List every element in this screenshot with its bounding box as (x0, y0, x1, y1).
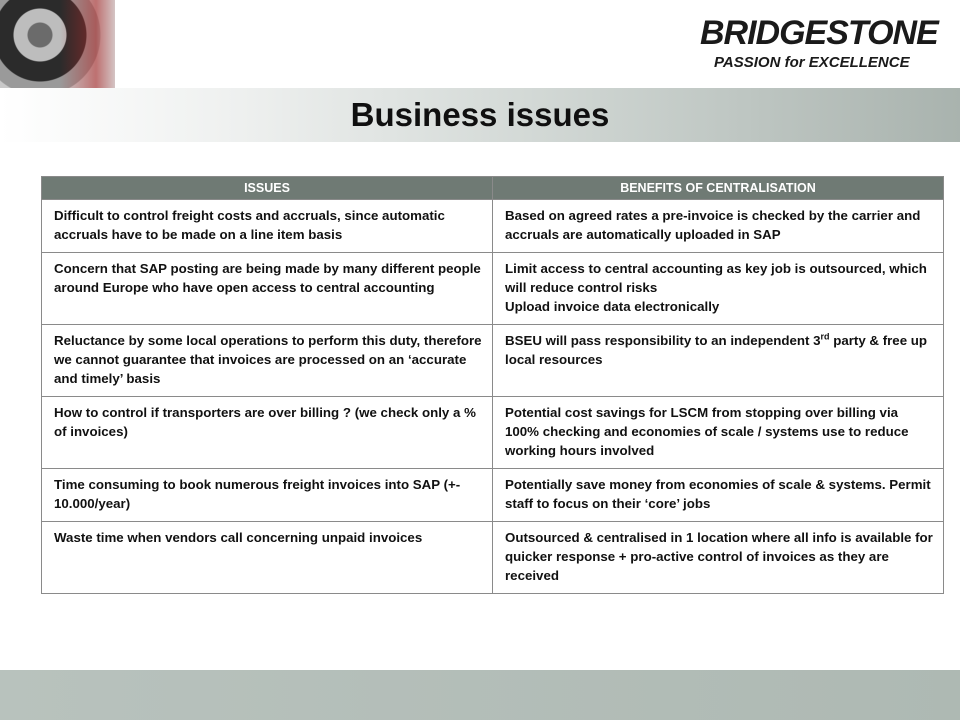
issue-cell (42, 253, 493, 325)
logo-tagline: PASSION for EXCELLENCE (714, 54, 910, 71)
benefit-cell (493, 469, 944, 522)
benefit-cell (493, 325, 944, 397)
issue-cell (42, 469, 493, 522)
issues-benefits-table (41, 176, 944, 594)
logo-wordmark: BRIDGESTONE (700, 14, 938, 52)
table-header-row (42, 177, 944, 200)
benefit-cell (493, 253, 944, 325)
table-row (42, 325, 944, 397)
benefit-text: Potential cost savings for LSCM from stopping over billing via 100% checking and economies of scale / systems use to reduce working hours involved (505, 405, 909, 458)
table-row (42, 522, 944, 594)
benefit-text: Outsourced & centralised in 1 location where all info is available for quicker response + pro-active control of invoices as they are received (505, 530, 933, 583)
issue-text: Difficult to control freight costs and accruals, since automatic accruals have to be made on a line item basis (54, 208, 445, 242)
tyre-photo (0, 0, 115, 90)
issue-cell (42, 397, 493, 469)
issue-cell (42, 325, 493, 397)
benefit-cell (493, 397, 944, 469)
issue-text: Concern that SAP posting are being made by many different people around Europe who have open access to central accounting (54, 261, 481, 295)
bridgestone-logo (700, 14, 940, 74)
benefit-text-part: party & free up local resources (505, 333, 928, 367)
issue-cell (42, 200, 493, 253)
table-row (42, 469, 944, 522)
benefit-cell (493, 200, 944, 253)
table-row (42, 253, 944, 325)
benefit-text: Potentially save money from economies of scale & systems. Permit staff to focus on their ‘core’ jobs (505, 477, 931, 511)
issue-text: How to control if transporters are over billing ? (we check only a % of invoices) (54, 405, 476, 439)
footer-band (0, 670, 960, 720)
issue-text: Reluctance by some local operations to perform this duty, therefore we cannot guarantee that invoices are processed on an ‘accurate and timely’ basis (54, 333, 482, 386)
benefit-text: Based on agreed rates a pre-invoice is checked by the carrier and accruals are automatically uploaded in SAP (505, 208, 921, 242)
ordinal-suffix: rd (820, 331, 830, 342)
issue-cell (42, 522, 493, 594)
tyre-photo-streak (60, 0, 115, 90)
benefit-text (505, 331, 935, 369)
header-issues: ISSUES (42, 177, 493, 200)
issue-text: Waste time when vendors call concerning unpaid invoices (54, 530, 423, 545)
issue-text: Time consuming to book numerous freight invoices into SAP (+- 10.000/year) (54, 477, 461, 511)
benefit-cell (493, 522, 944, 594)
table-row (42, 200, 944, 253)
page-title: Business issues (350, 96, 610, 133)
header-benefits: BENEFITS OF CENTRALISATION (493, 177, 944, 200)
benefit-text-part: BSEU will pass responsibility to an independent 3 (505, 333, 821, 348)
table-row (42, 397, 944, 469)
benefit-text: Limit access to central accounting as key job is outsourced, which will reduce control risks Upload invoice data electronically (505, 261, 927, 314)
